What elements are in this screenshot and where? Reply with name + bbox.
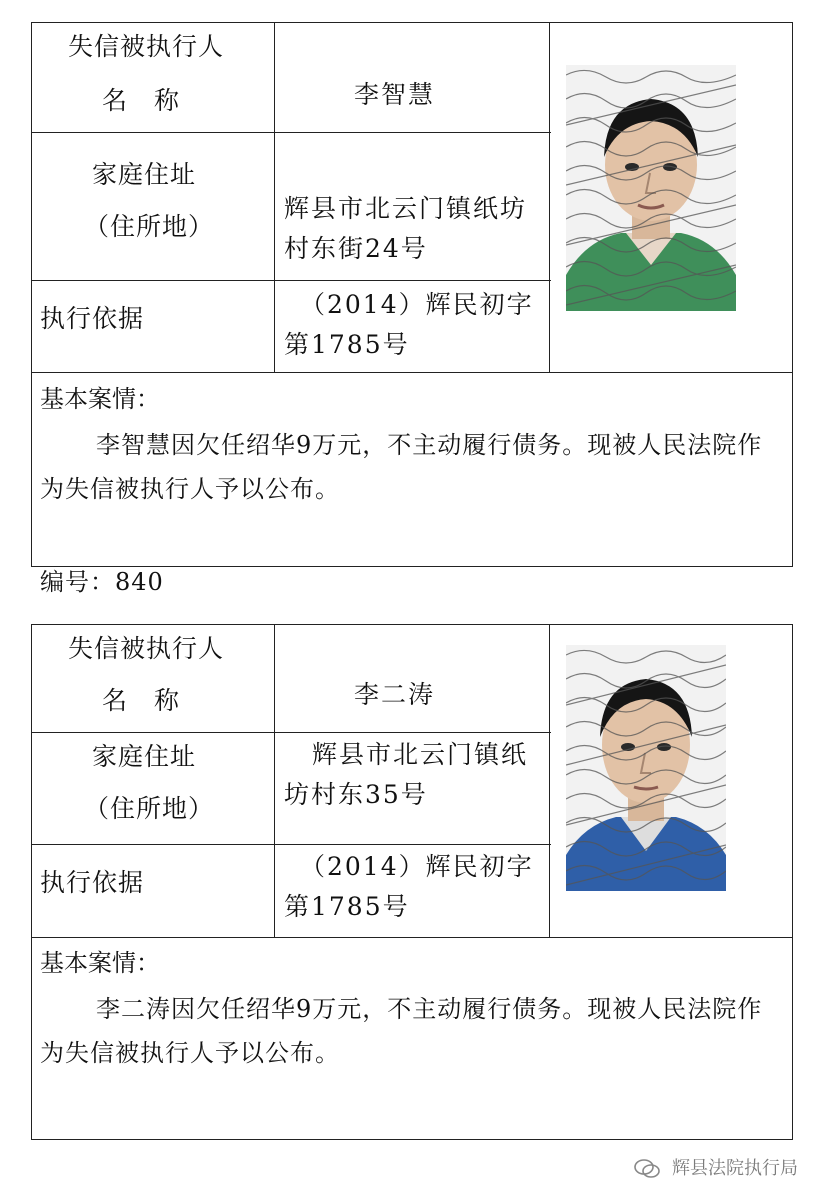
basis-value: （2014）辉民初字第1785号 bbox=[284, 852, 534, 921]
address-value: 辉县市北云门镇纸坊村东街24号 bbox=[284, 194, 528, 263]
label-basis: 执行依据 bbox=[40, 304, 145, 333]
serial-number: 编号：840 bbox=[40, 568, 164, 596]
label-basis: 执行依据 bbox=[40, 868, 145, 897]
case-heading: 基本案情： bbox=[40, 949, 160, 977]
person-photo bbox=[566, 65, 736, 311]
record-card-2 bbox=[31, 624, 793, 1140]
person-name: 李二涛 bbox=[354, 680, 436, 709]
case-text: 李二涛因欠任绍华9万元，不主动履行债务。现被人民法院作为失信被执行人予以公布。 bbox=[40, 995, 763, 1067]
label-title-line1: 失信被执行人 bbox=[68, 634, 225, 663]
label-address-line2: （住所地） bbox=[84, 212, 215, 241]
address-value: 辉县市北云门镇纸坊村东35号 bbox=[284, 740, 529, 809]
basis-value: （2014）辉民初字第1785号 bbox=[284, 290, 534, 359]
label-title-line2: 名 称 bbox=[102, 686, 181, 715]
wechat-icon bbox=[634, 1159, 660, 1179]
person-photo bbox=[566, 645, 726, 891]
label-address-line2: （住所地） bbox=[84, 794, 215, 823]
label-title-line2: 名 称 bbox=[102, 86, 181, 115]
case-heading: 基本案情： bbox=[40, 385, 160, 413]
label-address-line1: 家庭住址 bbox=[92, 160, 197, 189]
person-photo-icon bbox=[566, 645, 726, 891]
watermark bbox=[634, 1154, 798, 1180]
record-card-1 bbox=[31, 22, 793, 567]
label-address-line1: 家庭住址 bbox=[92, 742, 197, 771]
person-photo-icon bbox=[566, 65, 736, 311]
case-text: 李智慧因欠任绍华9万元，不主动履行债务。现被人民法院作为失信被执行人予以公布。 bbox=[40, 431, 763, 503]
watermark-text: 辉县法院执行局 bbox=[672, 1158, 798, 1179]
person-name: 李智慧 bbox=[354, 80, 436, 109]
label-title-line1: 失信被执行人 bbox=[68, 32, 225, 61]
